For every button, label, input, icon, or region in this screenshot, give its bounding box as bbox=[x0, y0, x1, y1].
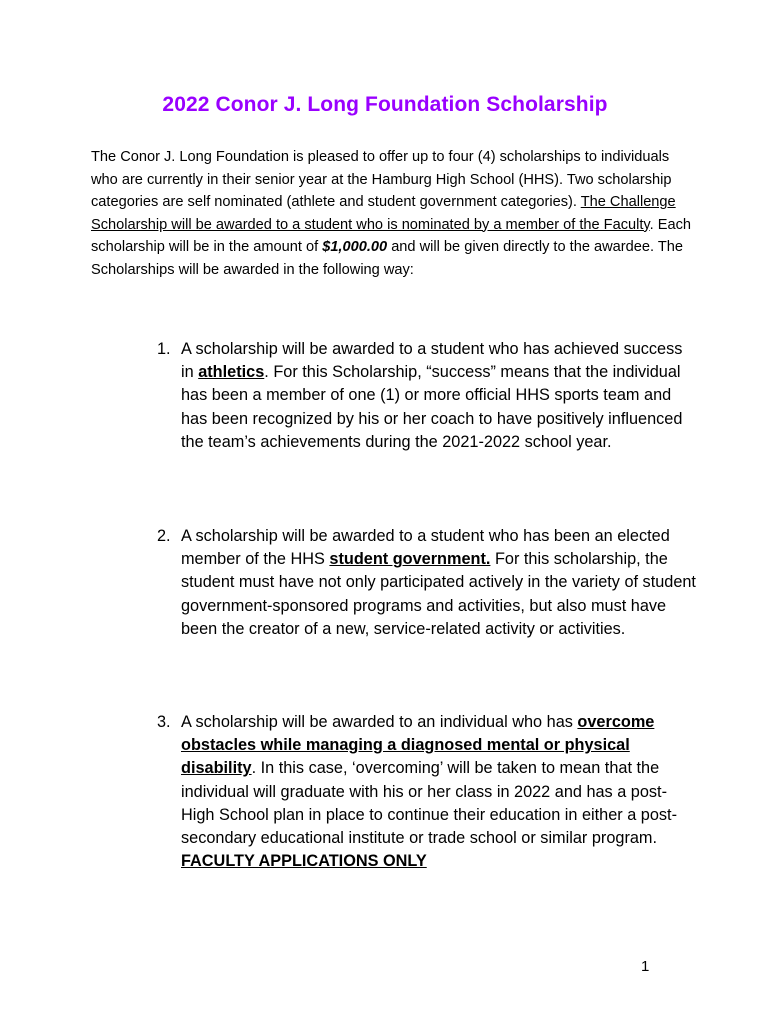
list-number: 3. bbox=[157, 713, 171, 731]
list-item-text: . For this Scholarship, “success” means that the individual has been a member of one (1) or more official HHS sports team and has been recognized by his or her coach to have positively influenced the team’s achievements during the 2021-2022 school year. bbox=[181, 363, 683, 451]
page-number: 1 bbox=[641, 958, 650, 975]
scholarship-amount: $1,000.00 bbox=[322, 239, 388, 255]
list-item-text: For this scholarship, the student must have not only participated actively in the variety of student government-sponsored programs and activities, but also must have been the creator of a new, service-related activity or activities. bbox=[181, 550, 696, 638]
list-item-body bbox=[181, 338, 697, 454]
document-title: 2022 Conor J. Long Foundation Scholarship bbox=[162, 93, 608, 116]
emphasis-athletics: athletics bbox=[198, 363, 265, 382]
intro-text-3: and will be given directly to the awardee. The Scholarships will be awarded in the following way: bbox=[91, 239, 683, 278]
intro-text-1: The Conor J. Long Foundation is pleased to offer up to four (4) scholarships to individuals who are currently in their senior year at the Hamburg High School (HHS). Two scholarship categories are self nominated (athlete and student government categories). bbox=[91, 149, 672, 210]
faculty-applications-only: FACULTY APPLICATIONS ONLY bbox=[181, 852, 427, 871]
list-item-text: A scholarship will be awarded to an individual who has bbox=[181, 713, 578, 731]
list-item-text: A scholarship will be awarded to a student who has been an elected member of the HHS bbox=[181, 527, 670, 569]
list-item-challenge bbox=[157, 711, 697, 873]
list-item-body bbox=[181, 711, 697, 873]
emphasis-overcome-obstacles: overcome obstacles while managing a diagnosed mental or physical disability bbox=[181, 713, 655, 778]
challenge-scholarship-underlined: The Challenge Scholarship will be awarded to a student who is nominated by a member of the Faculty bbox=[91, 194, 676, 233]
list-number: 1. bbox=[157, 340, 171, 358]
intro-text-2: . Each scholarship will be in the amount of bbox=[91, 216, 692, 255]
list-item-athletics bbox=[157, 338, 697, 454]
list-item-student-government bbox=[157, 525, 697, 641]
intro-paragraph bbox=[91, 146, 691, 281]
emphasis-student-government: student government. bbox=[329, 550, 491, 569]
list-item-text: . In this case, ‘overcoming’ will be taken to mean that the individual will graduate with his or her class in 2022 and has a post-High School plan in place to continue their education in either a post-secondary educational institute or trade school or similar program. bbox=[181, 759, 677, 848]
list-number: 2. bbox=[157, 527, 171, 545]
list-item-text: A scholarship will be awarded to a student who has achieved success in bbox=[181, 340, 683, 382]
list-item-body bbox=[181, 525, 697, 641]
